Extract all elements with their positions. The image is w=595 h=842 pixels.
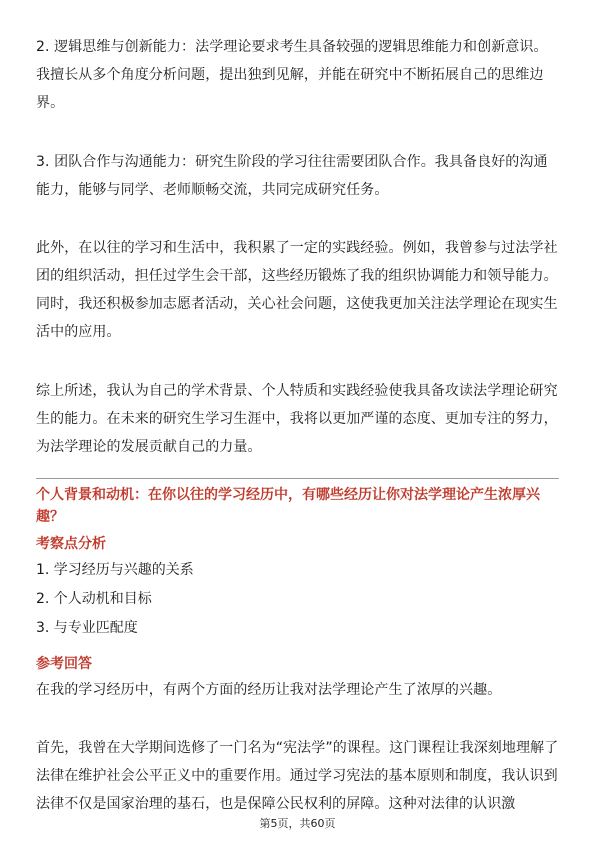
paragraph-teamwork: 3. 团队合作与沟通能力：研究生阶段的学习往往需要团队合作。我具备良好的沟通能力，能够与同学、老师顺畅交流，共同完成研究任务。: [36, 154, 548, 198]
analysis-heading: 考察点分析: [36, 536, 106, 552]
answer-first-point: 首先，我曾在大学期间选修了一门名为“宪法学”的课程。这门课程让我深刻地理解了法律在维护社会公平正义中的重要作用。通过学习宪法的基本原则和制度，我认识到法律不仅是国家治理的基石，也是保障公民权利的屏障。这种对法律的认识激: [36, 740, 559, 812]
analysis-item: 1. 学习经历与兴趣的关系: [36, 562, 194, 578]
analysis-item: 2. 个人动机和目标: [36, 591, 152, 607]
analysis-list: [36, 556, 559, 643]
answer-heading: 参考回答: [36, 656, 92, 672]
paragraph-summary: 综上所述，我认为自己的学术背景、个人特质和实践经验使我具备攻读法学理论研究生的能力。在未来的研究生学习生涯中，我将以更加严谨的态度、更加专注的努力，为法学理论的发展贡献自己的力量。: [36, 383, 558, 455]
answer-intro: 在我的学习经历中，有两个方面的经历让我对法学理论产生了浓厚的兴趣。: [36, 682, 502, 698]
analysis-item: 3. 与专业匹配度: [36, 620, 138, 636]
interview-question: 个人背景和动机：在你以往的学习经历中，有哪些经历让你对法学理论产生浓厚兴趣？: [36, 487, 540, 525]
page-number: 第5页，共60页: [259, 817, 336, 830]
section-divider: [36, 478, 559, 479]
paragraph-practice-experience: 此外，在以往的学习和生活中，我积累了一定的实践经验。例如，我曾参与过法学社团的组织活动，担任过学生会干部，这些经历锻炼了我的组织协调能力和领导能力。同时，我还积极参加志愿者活动，关心社会问题，这使我更加关注法学理论在现实生活中的应用。: [36, 240, 558, 340]
paragraph-logic-innovation: 2. 逻辑思维与创新能力：法学理论要求考生具备较强的逻辑思维能力和创新意识。我擅长从多个角度分析问题，提出独到见解，并能在研究中不断拓展自己的思维边界。: [36, 39, 548, 111]
document-page: [36, 0, 559, 842]
